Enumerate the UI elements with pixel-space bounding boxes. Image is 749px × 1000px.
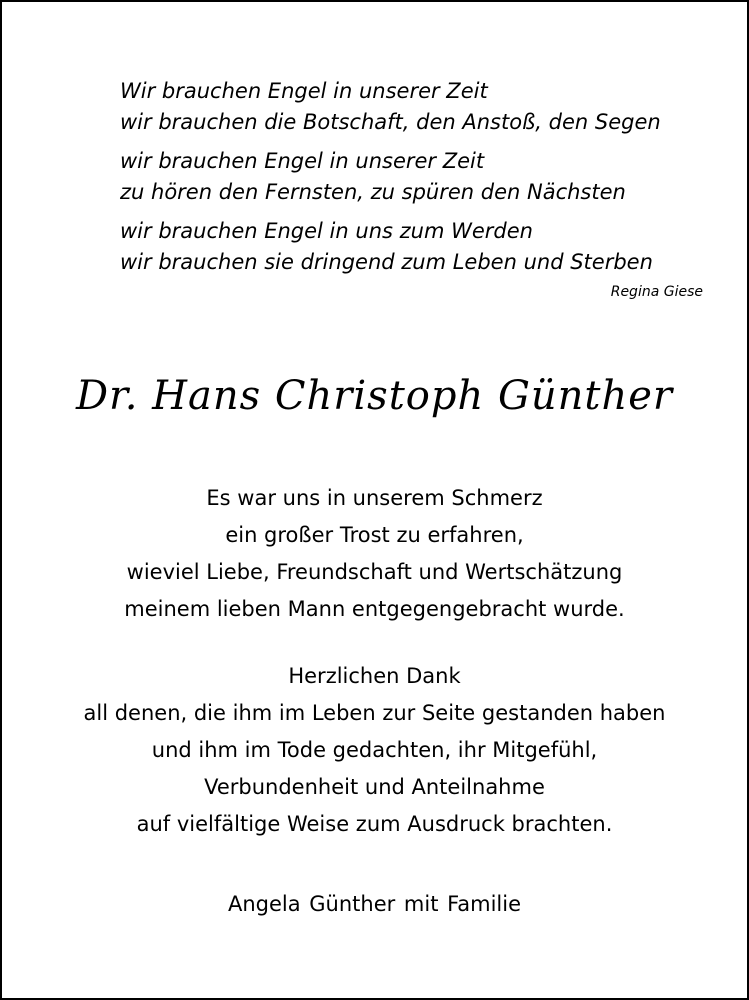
poem-line: wir brauchen sie dringend zum Leben und Sterben bbox=[120, 250, 653, 274]
poem-line: wir brauchen Engel in unserer Zeit bbox=[120, 149, 485, 173]
poem-line: wir brauchen Engel in uns zum Werden bbox=[120, 219, 533, 243]
dank-heading: Herzlichen Dank bbox=[288, 664, 461, 688]
poem-stanza bbox=[120, 76, 661, 138]
thanks-line: ein großer Trost zu erfahren, bbox=[225, 523, 524, 547]
poem-line: zu hören den Fernsten, zu spüren den Nächsten bbox=[120, 180, 626, 204]
signature: Angela Günther mit Familie bbox=[227, 892, 522, 916]
thanks-paragraph bbox=[2, 480, 747, 628]
poem-line: Wir brauchen Engel in unserer Zeit bbox=[120, 79, 488, 103]
thanks-line: wieviel Liebe, Freundschaft und Wertschätzung bbox=[126, 560, 623, 584]
poem-stanza bbox=[120, 216, 661, 278]
dank-line: all denen, die ihm im Leben zur Seite gestanden haben bbox=[83, 701, 666, 725]
dank-line: auf vielfältige Weise zum Ausdruck brachten. bbox=[136, 812, 613, 836]
deceased-name: Dr. Hans Christoph Günther bbox=[75, 373, 674, 419]
dank-line: Verbundenheit und Anteilnahme bbox=[204, 775, 545, 799]
thanks-line: Es war uns in unserem Schmerz bbox=[206, 486, 543, 510]
poem bbox=[120, 76, 661, 278]
dank-line: und ihm im Tode gedachten, ihr Mitgefühl, bbox=[151, 738, 598, 762]
poem-line: wir brauchen die Botschaft, den Anstoß, den Segen bbox=[120, 110, 661, 134]
thanks-line: meinem lieben Mann entgegengebracht wurde. bbox=[124, 597, 625, 621]
dank-paragraph bbox=[2, 658, 747, 843]
poem-stanza bbox=[120, 146, 661, 208]
poem-author: Regina Giese bbox=[610, 284, 703, 300]
